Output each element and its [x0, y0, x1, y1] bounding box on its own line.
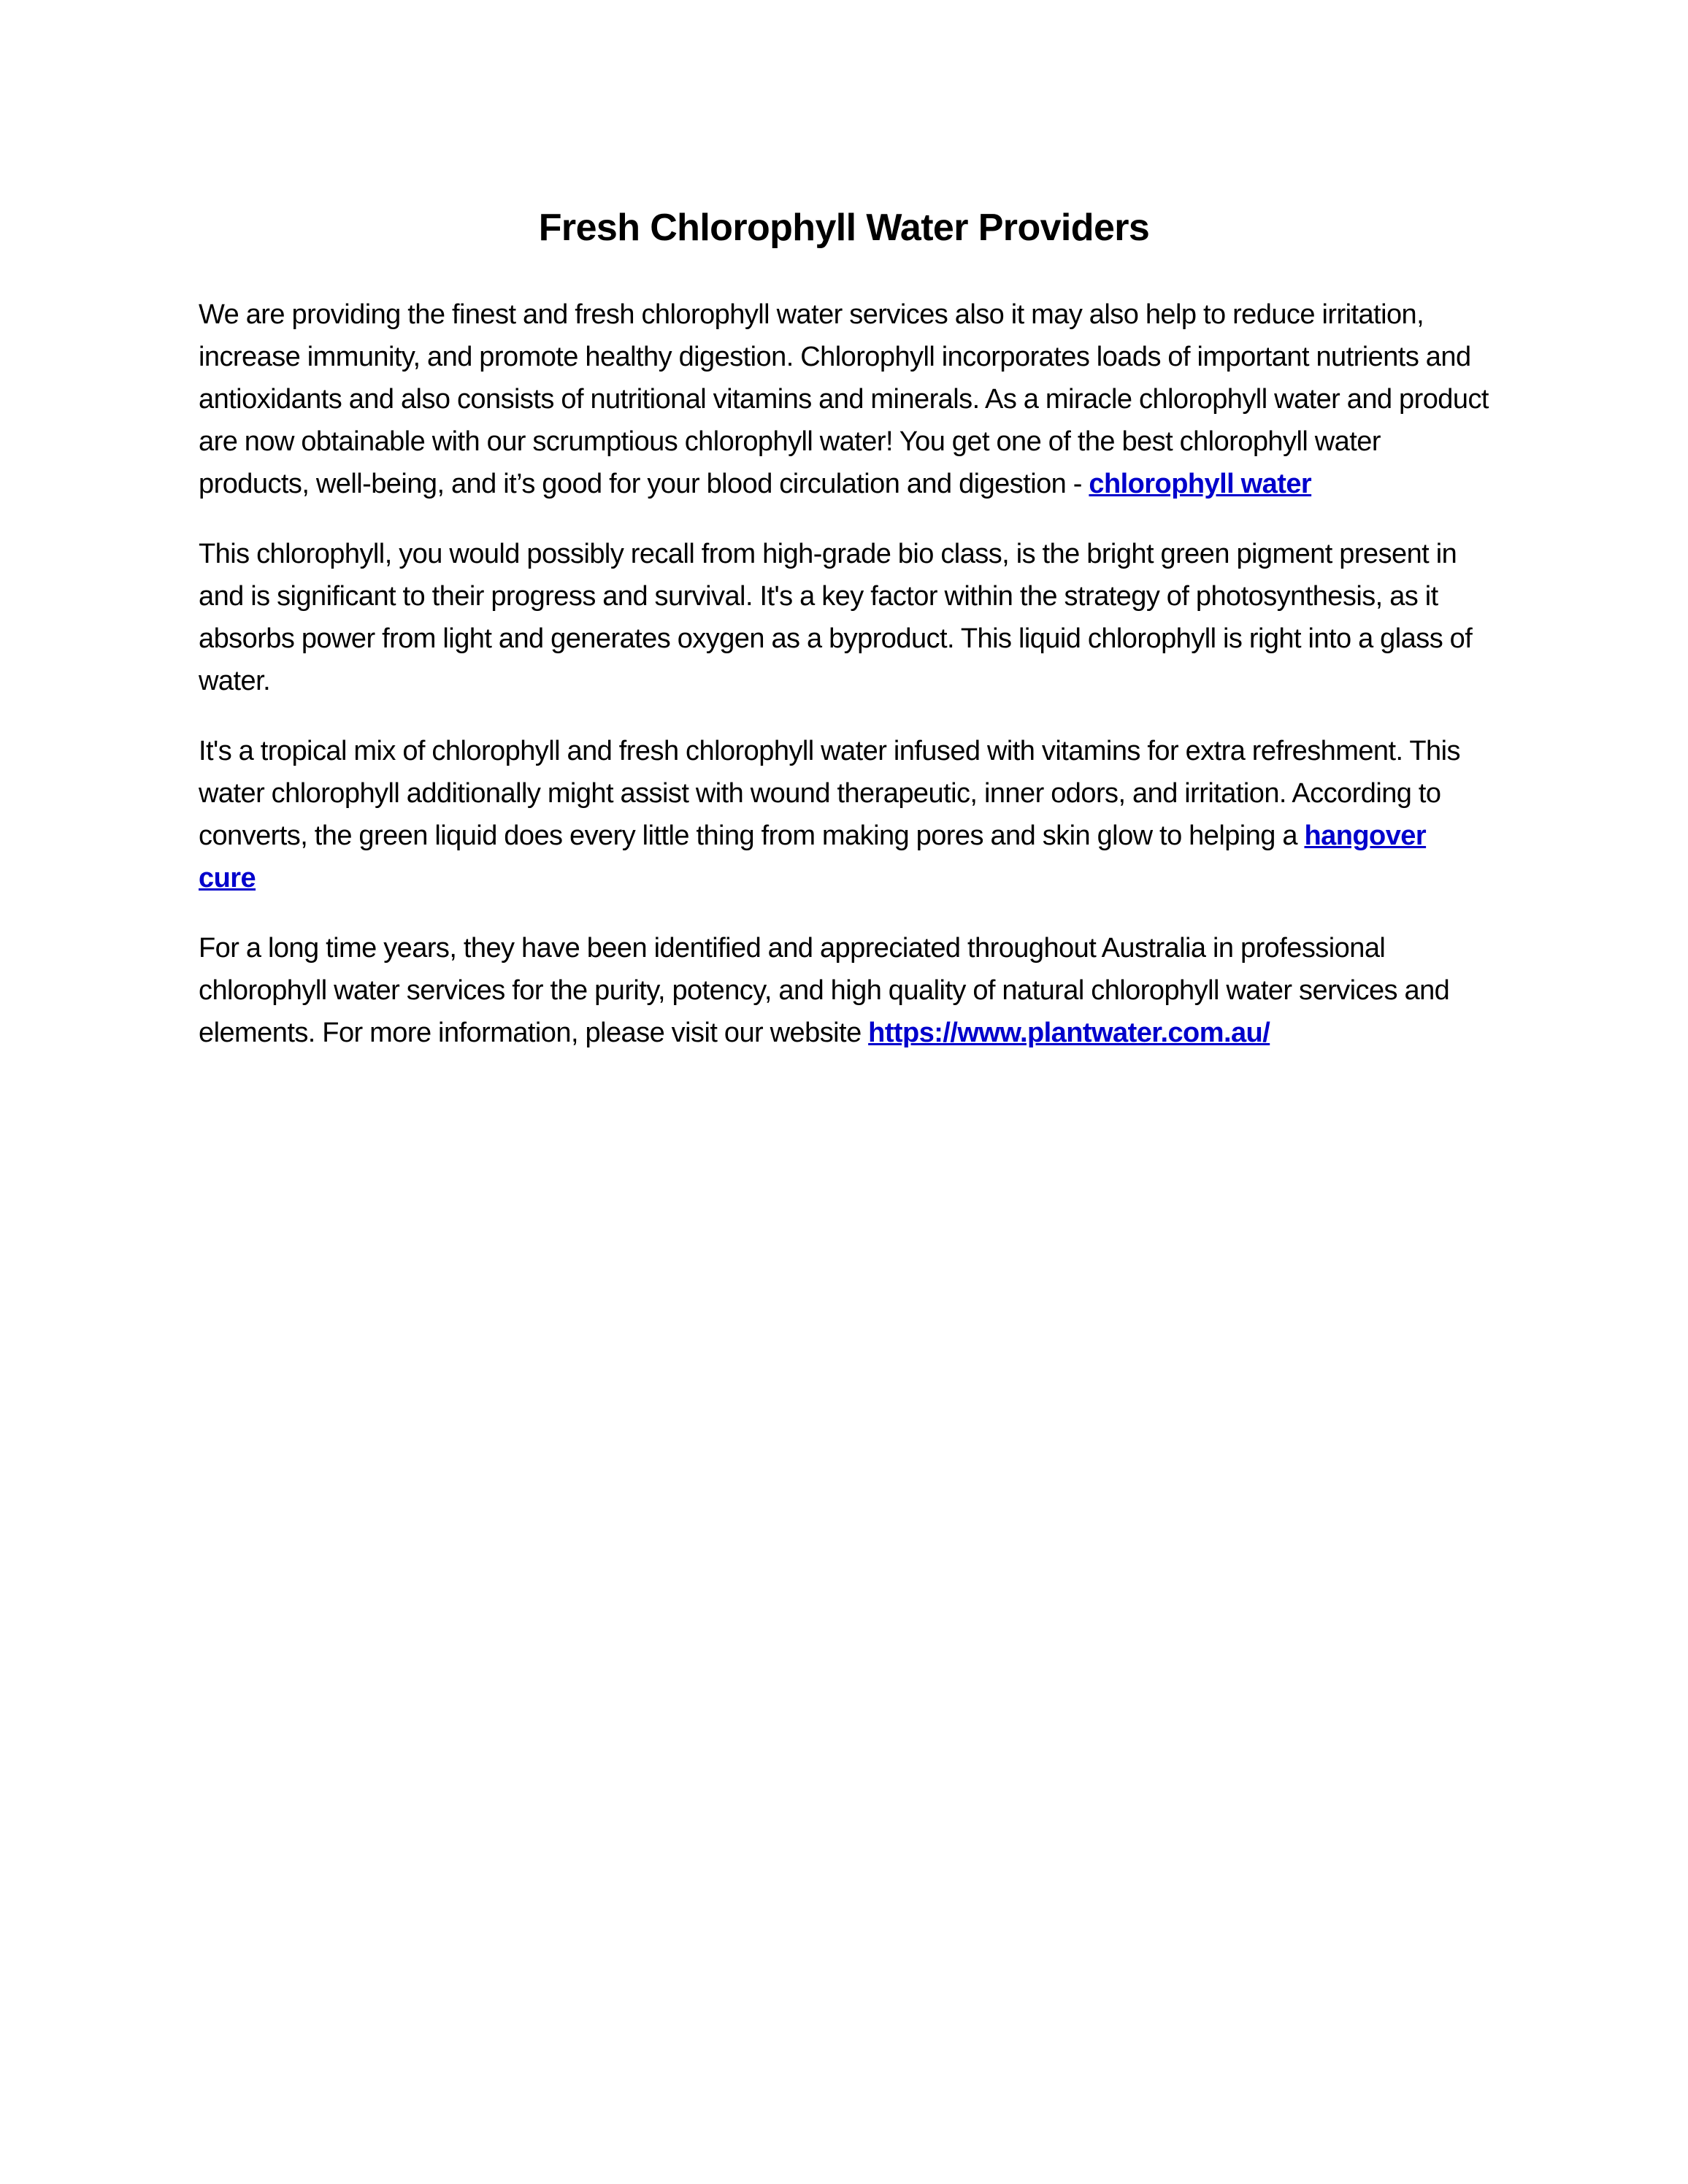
- paragraph-intro-text: We are providing the finest and fresh chlorophyll water services also it may also help to reduce irritation, increase immunity, and promote healthy digestion. Chlorophyll incorporates loads of important nutrients and antioxidants and also consists of nutritional vitamins and minerals. As a miracle chlorophyll water and product are now obtainable with our scrumptious chlorophyll water! You get one of the best chlorophyll water products, well-being, and it’s good for your blood circulation and digestion -: [199, 299, 1489, 499]
- paragraph-tropical-mix: [199, 730, 1489, 899]
- paragraph-photosynthesis-text: This chlorophyll, you would possibly recall from high-grade bio class, is the bright green pigment present in and is significant to their progress and survival. It's a key factor within the strategy of photosynthesis, as it absorbs power from light and generates oxygen as a byproduct. This liquid chlorophyll is right into a glass of water.: [199, 539, 1473, 696]
- paragraph-intro: [199, 293, 1489, 505]
- paragraph-photosynthesis: [199, 533, 1489, 702]
- website-link[interactable]: https://www.plantwater.com.au/: [868, 1018, 1270, 1048]
- paragraph-website-text: For a long time years, they have been identified and appreciated throughout Australia in professional chlorophyll water services for the purity, potency, and high quality of natural chlorophyll water services and elements. For more information, please visit our website: [199, 933, 1450, 1048]
- document-title: Fresh Chlorophyll Water Providers: [538, 207, 1150, 249]
- document-body: [199, 197, 1489, 1082]
- chlorophyll-water-link[interactable]: chlorophyll water: [1089, 469, 1312, 499]
- hangover-cure-link[interactable]: hangover cure: [199, 820, 1427, 893]
- paragraph-tropical-mix-text: It's a tropical mix of chlorophyll and fresh chlorophyll water infused with vitamins for extra refreshment. This water chlorophyll additionally might assist with wound therapeutic, inner odors, and irritation. According to converts, the green liquid does every little thing from making pores and skin glow to helping a: [199, 736, 1460, 851]
- paragraph-website: [199, 927, 1489, 1054]
